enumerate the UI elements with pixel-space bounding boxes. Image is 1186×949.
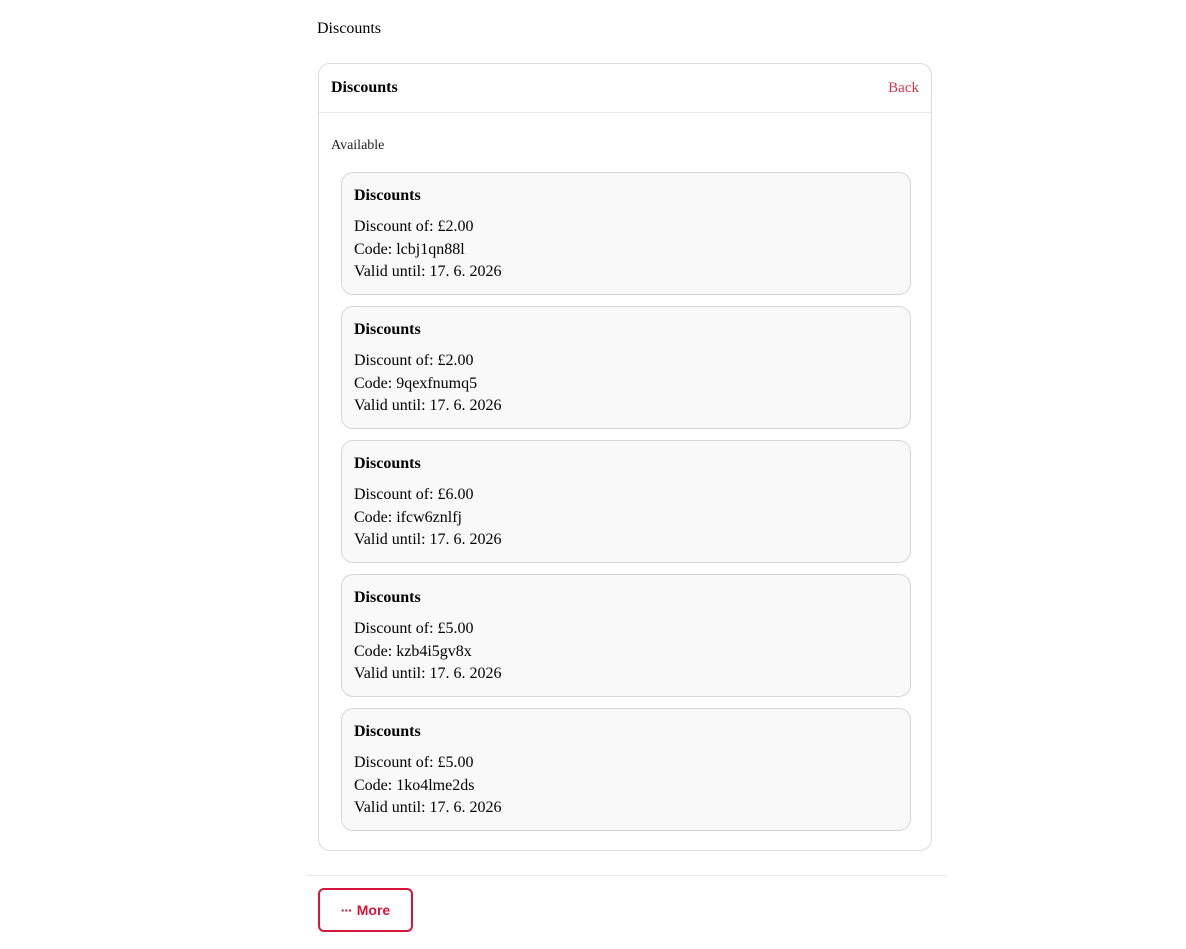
discount-card [341,708,911,831]
section-label-available: Available [331,138,385,153]
more-button[interactable] [318,888,413,932]
discount-card [341,306,911,429]
discount-valid-until: Valid until: 17. 6. 2026 [354,665,502,682]
discount-valid-until: Valid until: 17. 6. 2026 [354,397,502,414]
page-title: Discounts [317,20,381,37]
discount-code: Code: 1ko4lme2ds [354,776,475,794]
discount-card-title: Discounts [354,455,421,472]
ellipsis-icon: ··· [340,902,352,918]
discount-card-title: Discounts [354,321,421,338]
panel-header [319,64,931,113]
discount-card [341,440,911,563]
discount-card [341,172,911,295]
discount-list [341,172,911,842]
discount-code: Code: kzb4i5gv8x [354,642,472,660]
discount-valid-until: Valid until: 17. 6. 2026 [354,263,502,280]
discount-card-title: Discounts [354,187,421,204]
discount-amount: Discount of: £5.00 [354,620,474,637]
discount-amount: Discount of: £5.00 [354,754,474,771]
discount-amount: Discount of: £2.00 [354,352,474,369]
discount-card [341,574,911,697]
discount-valid-until: Valid until: 17. 6. 2026 [354,531,502,548]
more-button-label: More [356,902,391,918]
discount-code: Code: ifcw6znlfj [354,508,462,526]
discounts-panel [318,63,932,851]
discount-amount: Discount of: £2.00 [354,218,474,235]
discount-amount: Discount of: £6.00 [354,486,474,503]
discount-code: Code: 9qexfnumq5 [354,374,478,392]
panel-title: Discounts [331,79,398,96]
discount-card-title: Discounts [354,723,421,740]
discount-card-title: Discounts [354,589,421,606]
back-link[interactable]: Back [888,80,919,96]
discount-code: Code: lcbj1qn88l [354,240,465,258]
footer-divider [306,875,946,876]
discount-valid-until: Valid until: 17. 6. 2026 [354,799,502,816]
